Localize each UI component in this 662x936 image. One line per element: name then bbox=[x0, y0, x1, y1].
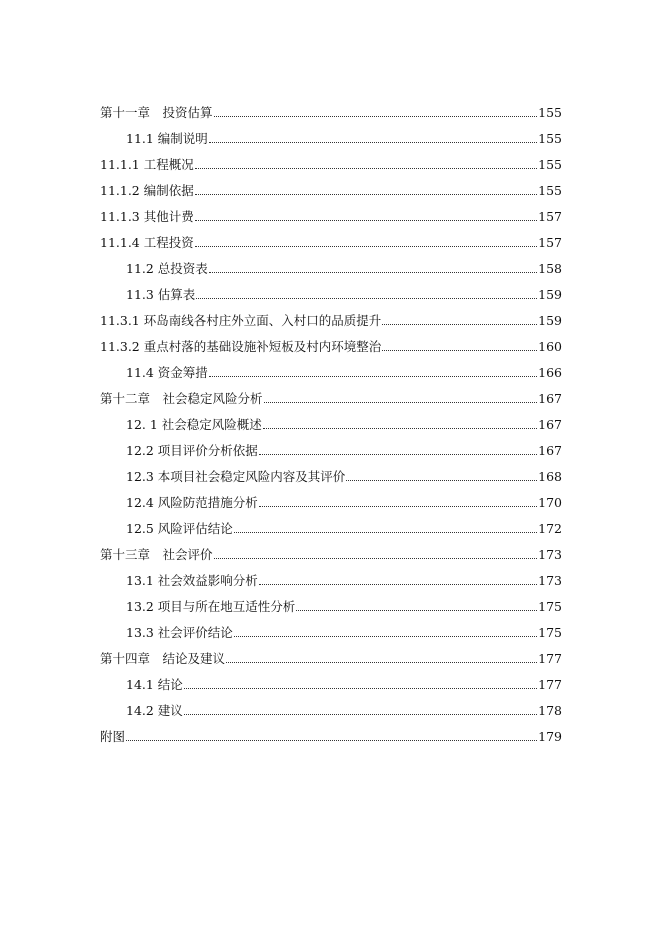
toc-entry[interactable] bbox=[100, 719, 562, 745]
toc-dot-leader bbox=[259, 583, 537, 585]
toc-entry[interactable] bbox=[100, 355, 562, 381]
toc-dot-leader bbox=[195, 219, 537, 221]
toc-entry-page-number: 177 bbox=[538, 677, 562, 692]
toc-dot-leader bbox=[126, 739, 537, 741]
toc-entry-page-number: 173 bbox=[538, 573, 562, 588]
toc-dot-leader bbox=[195, 167, 537, 169]
toc-entry-title: 11.1 编制说明 bbox=[126, 131, 208, 146]
toc-entry[interactable] bbox=[100, 485, 562, 511]
table-of-contents bbox=[100, 95, 562, 745]
toc-entry-page-number: 175 bbox=[538, 599, 562, 614]
toc-dot-leader bbox=[214, 557, 538, 559]
toc-entry[interactable] bbox=[100, 251, 562, 277]
toc-entry-page-number: 167 bbox=[538, 443, 562, 458]
toc-entry-title: 附图 bbox=[100, 729, 126, 744]
toc-entry-title: 12.2 项目评价分析依据 bbox=[126, 443, 258, 458]
toc-entry-page-number: 157 bbox=[538, 209, 562, 224]
toc-entry-page-number: 167 bbox=[538, 391, 562, 406]
toc-entry-page-number: 177 bbox=[538, 651, 562, 666]
toc-entry[interactable] bbox=[100, 693, 562, 719]
toc-entry-page-number: 178 bbox=[538, 703, 562, 718]
toc-entry-title: 13.2 项目与所在地互适性分析 bbox=[126, 599, 296, 614]
toc-entry-title: 11.1.1 工程概况 bbox=[100, 157, 194, 172]
toc-dot-leader bbox=[259, 505, 537, 507]
toc-entry[interactable] bbox=[100, 667, 562, 693]
toc-entry-page-number: 158 bbox=[538, 261, 562, 276]
toc-entry-page-number: 160 bbox=[538, 339, 562, 354]
toc-entry-title: 第十一章 投资估算 bbox=[100, 105, 213, 120]
toc-dot-leader bbox=[209, 141, 537, 143]
toc-entry-title: 14.1 结论 bbox=[126, 677, 183, 692]
toc-entry[interactable] bbox=[100, 381, 562, 407]
toc-entry[interactable] bbox=[100, 199, 562, 225]
toc-entry[interactable] bbox=[100, 537, 562, 563]
toc-entry-title: 11.1.2 编制依据 bbox=[100, 183, 194, 198]
toc-entry-title: 第十三章 社会评价 bbox=[100, 547, 213, 562]
toc-entry-title: 13.1 社会效益影响分析 bbox=[126, 573, 258, 588]
toc-entry-title: 11.1.4 工程投资 bbox=[100, 235, 194, 250]
toc-entry[interactable] bbox=[100, 329, 562, 355]
toc-dot-leader bbox=[209, 375, 537, 377]
toc-entry-title: 第十四章 结论及建议 bbox=[100, 651, 226, 666]
toc-dot-leader bbox=[195, 193, 537, 195]
toc-entry-title: 12.4 风险防范措施分析 bbox=[126, 495, 258, 510]
toc-dot-leader bbox=[226, 661, 537, 663]
toc-entry-title: 11.4 资金筹措 bbox=[126, 365, 208, 380]
toc-entry-title: 11.3.1 环岛南线各村庄外立面、入村口的品质提升 bbox=[100, 313, 382, 328]
toc-dot-leader bbox=[296, 609, 537, 611]
toc-entry[interactable] bbox=[100, 615, 562, 641]
toc-entry[interactable] bbox=[100, 511, 562, 537]
toc-entry[interactable] bbox=[100, 433, 562, 459]
toc-entry-page-number: 167 bbox=[538, 417, 562, 432]
toc-entry[interactable] bbox=[100, 563, 562, 589]
toc-entry-page-number: 155 bbox=[538, 183, 562, 198]
toc-entry-page-number: 170 bbox=[538, 495, 562, 510]
toc-entry-title: 12.5 风险评估结论 bbox=[126, 521, 233, 536]
toc-entry-title: 12. 1 社会稳定风险概述 bbox=[126, 417, 262, 432]
toc-entry[interactable] bbox=[100, 641, 562, 667]
toc-entry-page-number: 155 bbox=[538, 131, 562, 146]
toc-entry-page-number: 166 bbox=[538, 365, 562, 380]
toc-entry-title: 11.3 估算表 bbox=[126, 287, 196, 302]
toc-dot-leader bbox=[209, 271, 537, 273]
toc-entry[interactable] bbox=[100, 173, 562, 199]
toc-dot-leader bbox=[259, 453, 537, 455]
toc-entry[interactable] bbox=[100, 407, 562, 433]
toc-entry-title: 14.2 建议 bbox=[126, 703, 183, 718]
toc-entry-title: 11.3.2 重点村落的基础设施补短板及村内环境整治 bbox=[100, 339, 382, 354]
toc-entry-page-number: 175 bbox=[538, 625, 562, 640]
toc-dot-leader bbox=[382, 349, 537, 351]
toc-entry-page-number: 159 bbox=[538, 287, 562, 302]
toc-entry-page-number: 179 bbox=[538, 729, 562, 744]
toc-entry[interactable] bbox=[100, 121, 562, 147]
toc-entry-title: 13.3 社会评价结论 bbox=[126, 625, 233, 640]
toc-entry-page-number: 157 bbox=[538, 235, 562, 250]
toc-entry[interactable] bbox=[100, 225, 562, 251]
toc-dot-leader bbox=[214, 115, 538, 117]
toc-entry-page-number: 172 bbox=[538, 521, 562, 536]
toc-entry[interactable] bbox=[100, 95, 562, 121]
toc-entry-page-number: 159 bbox=[538, 313, 562, 328]
toc-dot-leader bbox=[195, 245, 537, 247]
toc-entry-page-number: 155 bbox=[538, 105, 562, 120]
toc-dot-leader bbox=[234, 531, 537, 533]
toc-dot-leader bbox=[196, 297, 537, 299]
toc-dot-leader bbox=[382, 323, 537, 325]
toc-entry-page-number: 173 bbox=[538, 547, 562, 562]
toc-entry-title: 12.3 本项目社会稳定风险内容及其评价 bbox=[126, 469, 346, 484]
toc-entry[interactable] bbox=[100, 147, 562, 173]
toc-dot-leader bbox=[184, 687, 537, 689]
toc-dot-leader bbox=[346, 479, 537, 481]
toc-entry-title: 第十二章 社会稳定风险分析 bbox=[100, 391, 263, 406]
toc-entry[interactable] bbox=[100, 459, 562, 485]
toc-dot-leader bbox=[264, 401, 538, 403]
toc-entry-title: 11.1.3 其他计费 bbox=[100, 209, 194, 224]
toc-entry[interactable] bbox=[100, 589, 562, 615]
toc-dot-leader bbox=[263, 427, 537, 429]
toc-dot-leader bbox=[184, 713, 537, 715]
toc-entry-page-number: 155 bbox=[538, 157, 562, 172]
toc-entry[interactable] bbox=[100, 303, 562, 329]
toc-dot-leader bbox=[234, 635, 537, 637]
toc-entry-title: 11.2 总投资表 bbox=[126, 261, 208, 276]
toc-entry[interactable] bbox=[100, 277, 562, 303]
toc-entry-page-number: 168 bbox=[538, 469, 562, 484]
